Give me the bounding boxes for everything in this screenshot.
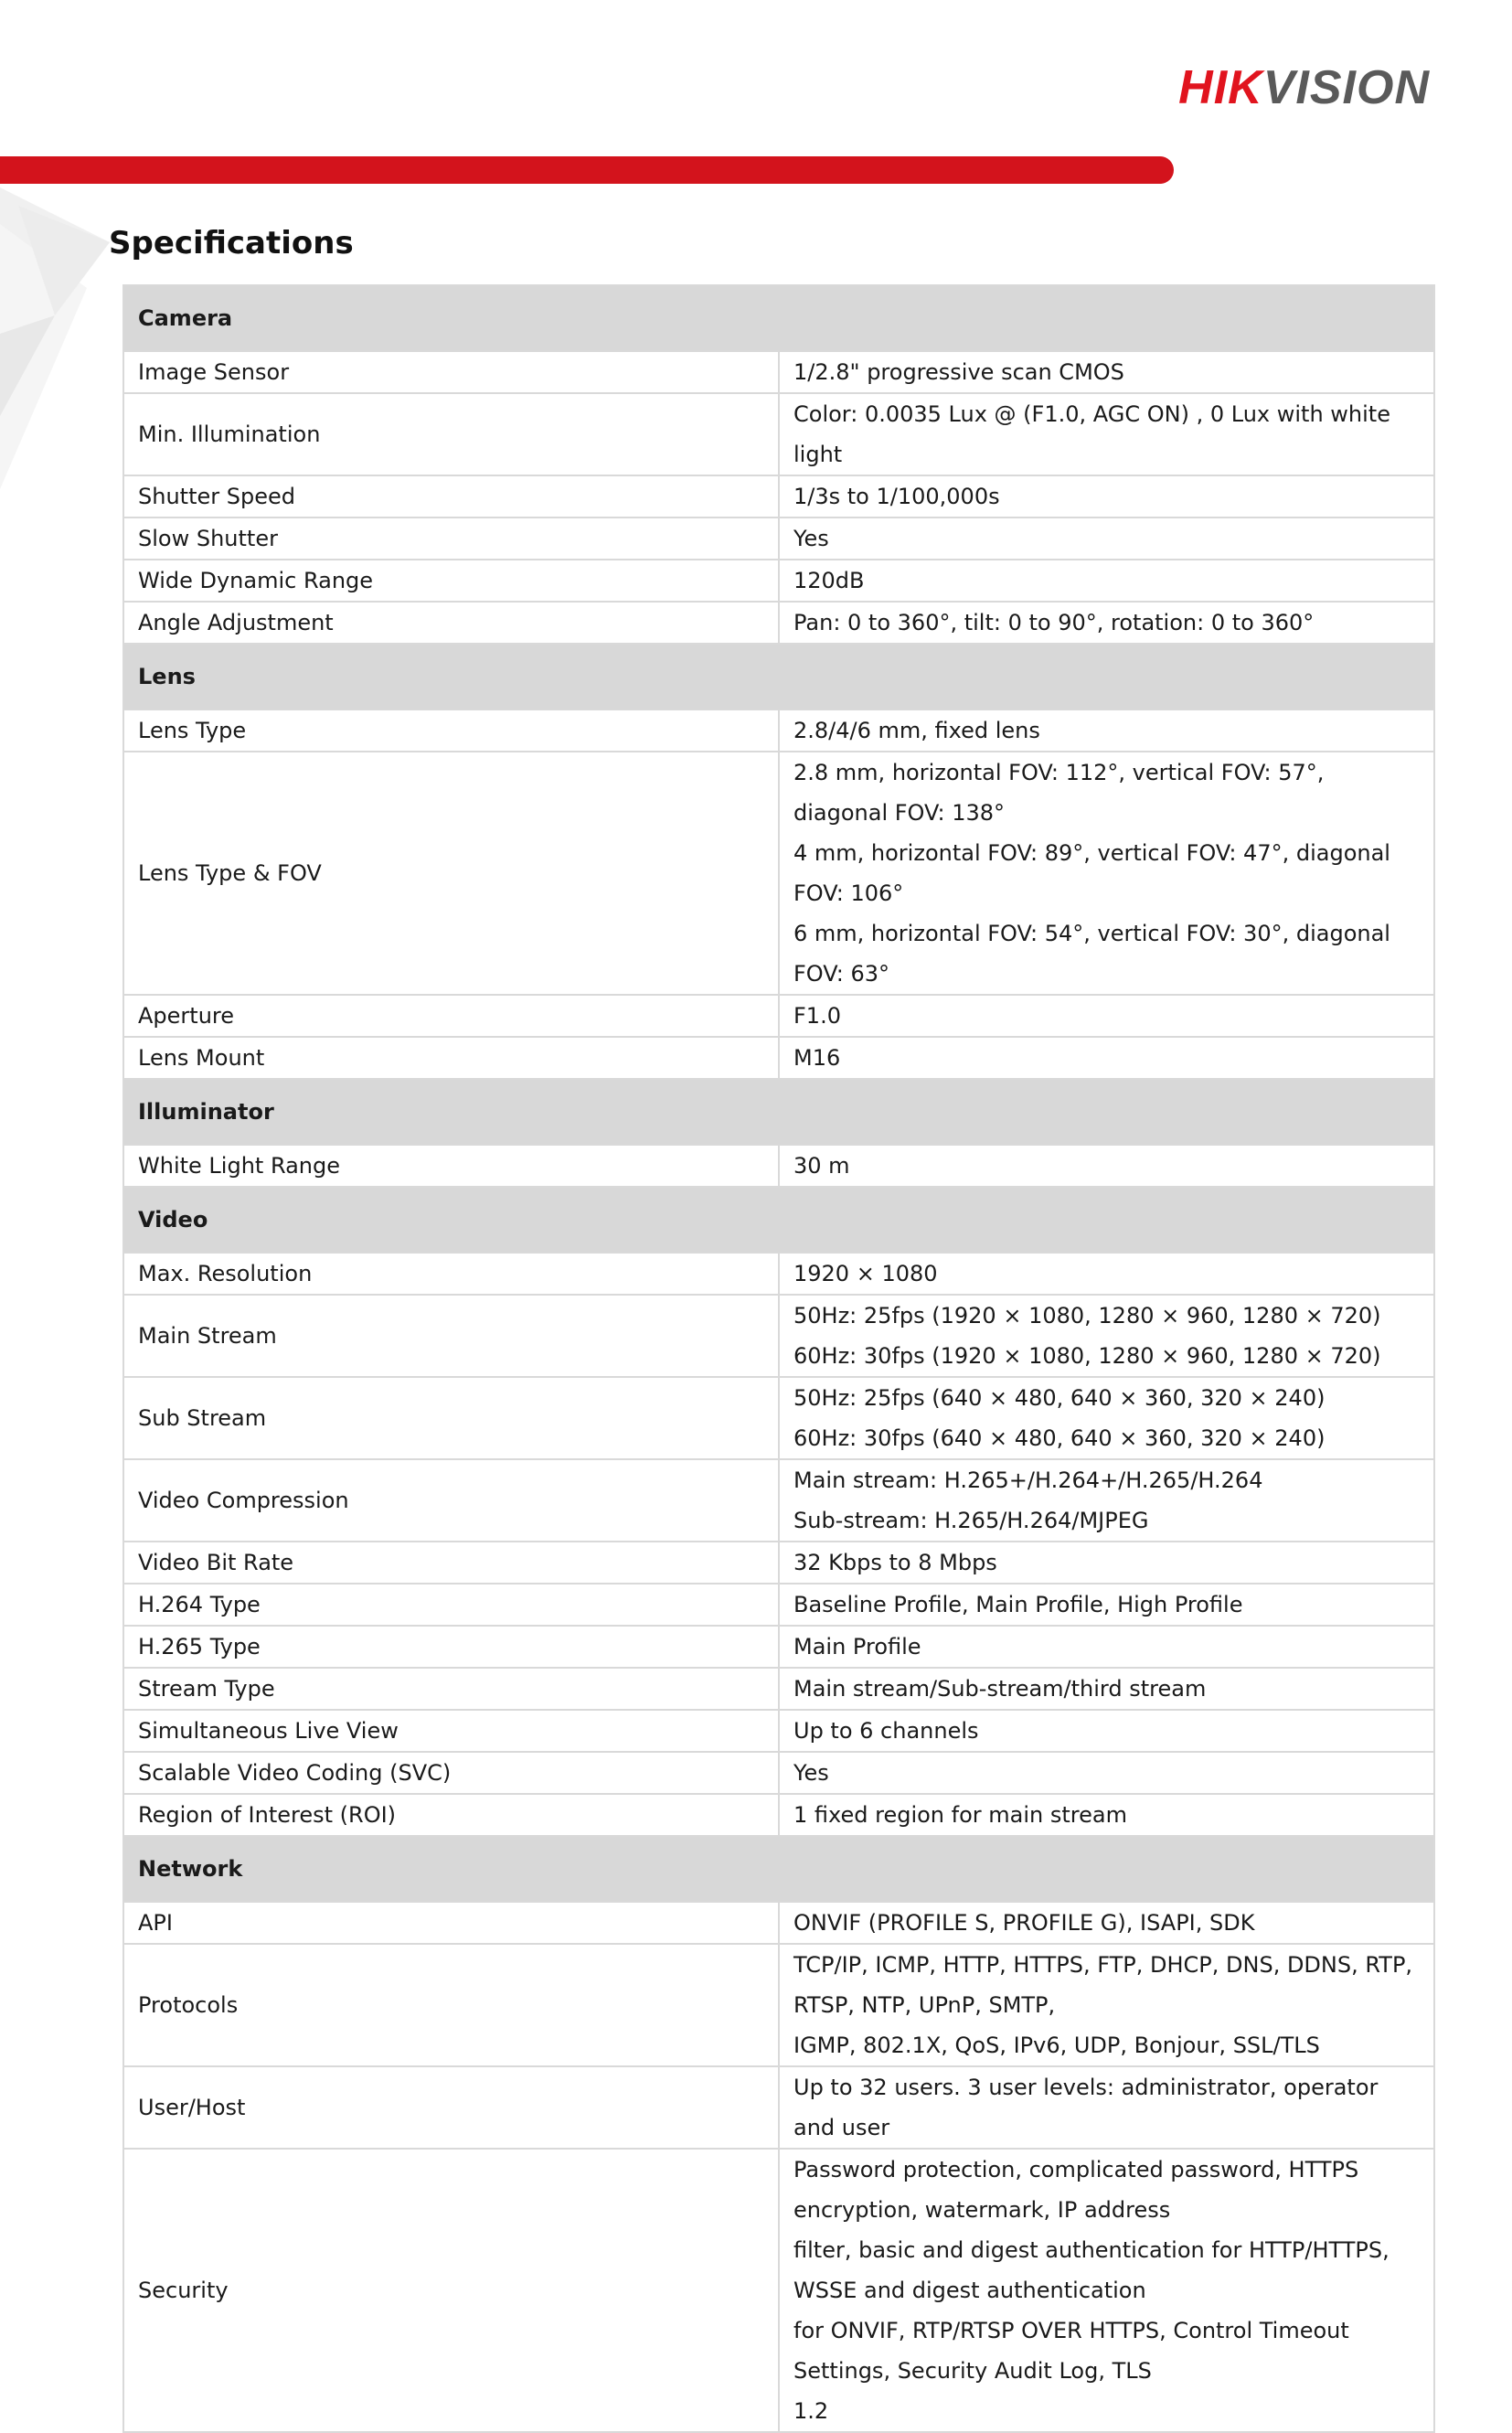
- spec-value-line: 50Hz: 25fps (640 × 480, 640 × 360, 320 × 240): [793, 1385, 1326, 1411]
- section-title: Camera: [123, 285, 1434, 351]
- spec-value-line: Up to 32 users. 3 user levels: administrator, operator and user: [793, 2075, 1379, 2140]
- spec-row: [123, 1902, 1434, 1944]
- spec-value: [779, 1710, 1434, 1752]
- page-title: Specifications: [109, 225, 354, 261]
- spec-row: [123, 752, 1434, 995]
- spec-value: [779, 2149, 1434, 2432]
- header-red-bar: [0, 156, 1174, 184]
- spec-value-line: 1/3s to 1/100,000s: [793, 484, 1000, 509]
- section-title: Lens: [123, 644, 1434, 710]
- spec-label: Wide Dynamic Range: [123, 560, 779, 602]
- spec-row: [123, 710, 1434, 752]
- spec-label: API: [123, 1902, 779, 1944]
- spec-value: [779, 1377, 1434, 1459]
- section-title: Network: [123, 1836, 1434, 1902]
- spec-value: [779, 351, 1434, 393]
- section-header-row: [123, 1187, 1434, 1253]
- spec-label: Main Stream: [123, 1295, 779, 1377]
- spec-row: [123, 1626, 1434, 1668]
- spec-row: [123, 1794, 1434, 1836]
- spec-value-line: Password protection, complicated password, HTTPS encryption, watermark, IP address: [793, 2157, 1359, 2223]
- spec-value-line: Main stream/Sub-stream/third stream: [793, 1676, 1207, 1702]
- spec-label: Min. Illumination: [123, 393, 779, 475]
- spec-label: Max. Resolution: [123, 1253, 779, 1295]
- spec-row: [123, 351, 1434, 393]
- spec-value: [779, 1542, 1434, 1584]
- spec-value-line: Baseline Profile, Main Profile, High Profile: [793, 1592, 1243, 1617]
- spec-value-line: 60Hz: 30fps (1920 × 1080, 1280 × 960, 1280 × 720): [793, 1343, 1381, 1369]
- spec-value: [779, 1794, 1434, 1836]
- spec-value-line: Yes: [793, 526, 829, 551]
- spec-label: Region of Interest (ROI): [123, 1794, 779, 1836]
- spec-label: Video Bit Rate: [123, 1542, 779, 1584]
- spec-row: [123, 1295, 1434, 1377]
- decorative-triangles-graphic: [0, 187, 114, 489]
- spec-value-line: 60Hz: 30fps (640 × 480, 640 × 360, 320 × 240): [793, 1425, 1326, 1451]
- spec-label: Aperture: [123, 995, 779, 1037]
- spec-row: [123, 475, 1434, 518]
- section-header-row: [123, 644, 1434, 710]
- spec-label: Lens Type & FOV: [123, 752, 779, 995]
- spec-value-line: Main Profile: [793, 1634, 921, 1659]
- spec-value: [779, 1253, 1434, 1295]
- section-header-row: [123, 285, 1434, 351]
- section-header-row: [123, 1079, 1434, 1145]
- spec-label: Security: [123, 2149, 779, 2432]
- spec-value-line: F1.0: [793, 1003, 841, 1029]
- spec-label: Lens Mount: [123, 1037, 779, 1079]
- spec-value-line: Up to 6 channels: [793, 1718, 979, 1744]
- spec-value: [779, 1668, 1434, 1710]
- spec-value: [779, 518, 1434, 560]
- spec-label: Video Compression: [123, 1459, 779, 1542]
- spec-row: [123, 393, 1434, 475]
- spec-value-line: 2.8/4/6 mm, fixed lens: [793, 718, 1040, 743]
- spec-label: Angle Adjustment: [123, 602, 779, 644]
- spec-value-line: M16: [793, 1045, 841, 1071]
- spec-row: [123, 1668, 1434, 1710]
- spec-value-line: 1920 × 1080: [793, 1261, 938, 1286]
- spec-value-line: filter, basic and digest authentication for HTTP/HTTPS, WSSE and digest authentication: [793, 2237, 1390, 2303]
- spec-value: [779, 1459, 1434, 1542]
- spec-value: [779, 1752, 1434, 1794]
- spec-value-line: 6 mm, horizontal FOV: 54°, vertical FOV: 30°, diagonal FOV: 63°: [793, 921, 1390, 987]
- spec-value-line: 1 fixed region for main stream: [793, 1802, 1127, 1828]
- spec-label: Simultaneous Live View: [123, 1710, 779, 1752]
- spec-row: [123, 995, 1434, 1037]
- specifications-table-body: [123, 285, 1434, 2432]
- spec-value: [779, 1902, 1434, 1944]
- spec-value: [779, 1295, 1434, 1377]
- spec-value-line: IGMP, 802.1X, QoS, IPv6, UDP, Bonjour, SSL/TLS: [793, 2033, 1320, 2058]
- hikvision-logo: [1178, 61, 1430, 114]
- spec-value-line: 1.2: [793, 2398, 829, 2424]
- spec-value: [779, 710, 1434, 752]
- spec-value-line: Main stream: H.265+/H.264+/H.265/H.264: [793, 1467, 1263, 1493]
- spec-value: [779, 1626, 1434, 1668]
- spec-value-line: ONVIF (PROFILE S, PROFILE G), ISAPI, SDK: [793, 1910, 1255, 1936]
- logo-text-vision: VISION: [1262, 61, 1430, 114]
- spec-label: H.265 Type: [123, 1626, 779, 1668]
- spec-value-line: Sub-stream: H.265/H.264/MJPEG: [793, 1508, 1149, 1533]
- spec-row: [123, 2149, 1434, 2432]
- spec-row: [123, 1037, 1434, 1079]
- spec-value-line: 32 Kbps to 8 Mbps: [793, 1550, 997, 1575]
- spec-value-line: 30 m: [793, 1153, 850, 1179]
- spec-value: [779, 1145, 1434, 1187]
- spec-value-line: 2.8 mm, horizontal FOV: 112°, vertical FOV: 57°, diagonal FOV: 138°: [793, 760, 1325, 826]
- spec-label: Scalable Video Coding (SVC): [123, 1752, 779, 1794]
- spec-row: [123, 1584, 1434, 1626]
- spec-row: [123, 2066, 1434, 2149]
- spec-value-line: 4 mm, horizontal FOV: 89°, vertical FOV: 47°, diagonal FOV: 106°: [793, 840, 1390, 906]
- spec-value: [779, 2066, 1434, 2149]
- spec-label: Sub Stream: [123, 1377, 779, 1459]
- spec-row: [123, 1145, 1434, 1187]
- spec-label: White Light Range: [123, 1145, 779, 1187]
- section-title: Illuminator: [123, 1079, 1434, 1145]
- spec-label: H.264 Type: [123, 1584, 779, 1626]
- spec-label: Image Sensor: [123, 351, 779, 393]
- spec-row: [123, 1542, 1434, 1584]
- section-header-row: [123, 1836, 1434, 1902]
- spec-value: [779, 752, 1434, 995]
- spec-value-line: for ONVIF, RTP/RTSP OVER HTTPS, Control Timeout Settings, Security Audit Log, TLS: [793, 2318, 1349, 2384]
- spec-row: [123, 1253, 1434, 1295]
- spec-value-line: 120dB: [793, 568, 865, 593]
- spec-value-line: Yes: [793, 1760, 829, 1786]
- spec-value-line: 1/2.8" progressive scan CMOS: [793, 359, 1124, 385]
- spec-value: [779, 995, 1434, 1037]
- specifications-table: [122, 284, 1435, 2433]
- spec-value: [779, 1944, 1434, 2066]
- spec-row: [123, 1752, 1434, 1794]
- section-title: Video: [123, 1187, 1434, 1253]
- spec-value-line: TCP/IP, ICMP, HTTP, HTTPS, FTP, DHCP, DNS, DDNS, RTP, RTSP, NTP, UPnP, SMTP,: [793, 1952, 1413, 2018]
- spec-row: [123, 602, 1434, 644]
- spec-row: [123, 518, 1434, 560]
- spec-label: Protocols: [123, 1944, 779, 2066]
- spec-row: [123, 1459, 1434, 1542]
- spec-value: [779, 1584, 1434, 1626]
- spec-label: Slow Shutter: [123, 518, 779, 560]
- spec-label: Stream Type: [123, 1668, 779, 1710]
- spec-value-line: 50Hz: 25fps (1920 × 1080, 1280 × 960, 1280 × 720): [793, 1303, 1381, 1329]
- spec-row: [123, 1710, 1434, 1752]
- spec-label: Lens Type: [123, 710, 779, 752]
- spec-value: [779, 602, 1434, 644]
- spec-label: Shutter Speed: [123, 475, 779, 518]
- spec-value: [779, 475, 1434, 518]
- spec-value: [779, 1037, 1434, 1079]
- spec-value-line: Pan: 0 to 360°, tilt: 0 to 90°, rotation: 0 to 360°: [793, 610, 1315, 635]
- spec-value-line: Color: 0.0035 Lux @ (F1.0, AGC ON) , 0 Lux with white light: [793, 401, 1390, 467]
- spec-row: [123, 1944, 1434, 2066]
- logo-text-hik: HIK: [1178, 61, 1263, 114]
- spec-value: [779, 393, 1434, 475]
- spec-value: [779, 560, 1434, 602]
- spec-row: [123, 560, 1434, 602]
- spec-row: [123, 1377, 1434, 1459]
- spec-label: User/Host: [123, 2066, 779, 2149]
